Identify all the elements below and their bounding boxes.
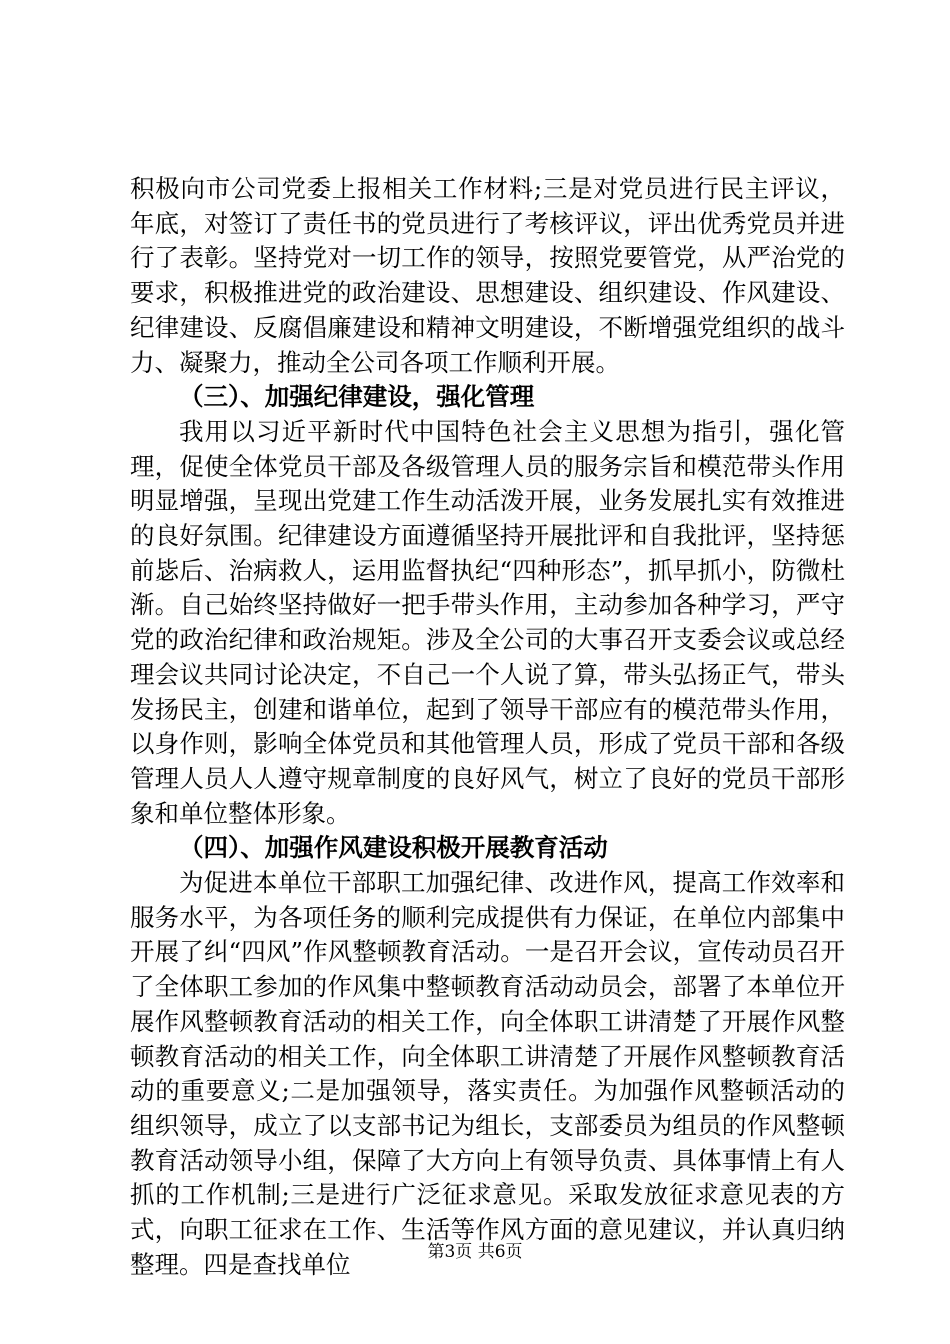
paragraph-continuation: 积极向市公司党委上报相关工作材料;三是对党员进行民主评议，年底，对签订了责任书的党员进行了考核评议，评出优秀党员并进行了表彰。坚持党对一切工作的领导，按照党要管党，从严治党的要求，积极推进党的政治建设、思想建设、组织建设、作风建设、纪律建设、反腐倡廉建设和精神文明建设，不断增强党组织的战斗力、凝聚力，推动全公司各项工作顺利开展。 [130, 174, 845, 377]
paragraph-work-style: 为促进本单位干部职工加强纪律、改进作风，提高工作效率和服务水平，为各项任务的顺利完成提供有力保证，在单位内部集中开展了纠“四风”作风整顿教育活动。一是召开会议，宣传动员召开了全体职工参加的作风集中整顿教育活动动员会，部署了本单位开展作风整顿教育活动的相关工作，向全体职工讲清楚了开展作风整顿教育活动的相关工作，向全体职工讲清楚了开展作风整顿教育活动的重要意义;二是加强领导，落实责任。为加强作风整顿活动的组织领导，成立了以支部书记为组长，支部委员为组员的作风整顿教育活动领导小组，保障了大方向上有领导负责、具体事情上有人抓的工作机制;三是进行广泛征求意见。采取发放征求意见表的方式，向职工征求在工作、生活等作风方面的意见建议，并认真归纳整理。四是查找单位 [130, 868, 845, 1279]
document-body [130, 172, 845, 1283]
paragraph-discipline: 我用以习近平新时代中国特色社会主义思想为指引，强化管理，促使全体党员干部及各级管理人员的服务宗旨和模范带头作用明显增强，呈现出党建工作生动活泼开展，业务发展扎实有效推进的良好氛围。纪律建设方面遵循坚持开展批评和自我批评，坚持惩前毖后、治病救人，运用监督执纪“四种形态”，抓早抓小，防微杜渐。自己始终坚持做好一把手带头作用，主动参加各种学习，严守党的政治纪律和政治规矩。涉及全公司的大事召开支委会议或总经理会议共同讨论决定，不自己一个人说了算，带头弘扬正气，带头发扬民主，创建和谐单位，起到了领导干部应有的模范带头作用，以身作则，影响全体党员和其他管理人员，形成了党员干部和各级管理人员人人遵守规章制度的良好风气，树立了良好的党员干部形象和单位整体形象。 [130, 416, 845, 828]
page-footer: 第3页 共6页 [427, 1242, 523, 1262]
section-heading-4: （四）、加强作风建设积极开展教育活动 [179, 833, 608, 863]
section-heading-3: （三）、加强纪律建设，强化管理 [179, 382, 535, 412]
